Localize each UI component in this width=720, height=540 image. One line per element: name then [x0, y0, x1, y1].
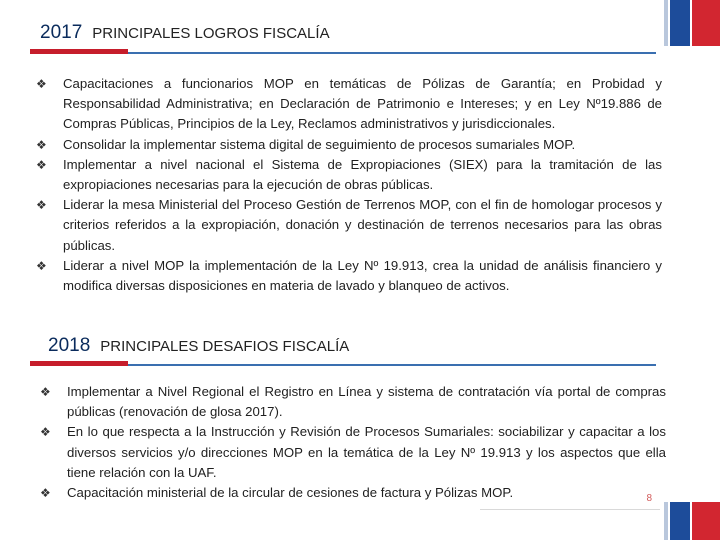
list-item-text: En lo que respecta a la Instrucción y Revisión de Procesos Sumariales: sociabilizar y capacitar a los diversos servicios y/o direcciones MOP en la temática de la Ley Nº 19.913 y los aspectos que ella tiene relación con la UAF. — [67, 424, 666, 480]
list-item — [36, 135, 662, 155]
list-item — [40, 483, 666, 503]
list-item-text: Implementar a nivel nacional el Sistema de Expropiaciones (SIEX) para la tramitación de las expropiaciones necesarias para la ejecución de obras públicas. — [63, 156, 662, 193]
list-item — [40, 382, 666, 422]
section-2018-year: 2018 — [48, 335, 91, 356]
list-item — [36, 74, 662, 135]
checkmark-bullet-icon: ❖ — [36, 137, 47, 152]
checkmark-bullet-icon: ❖ — [36, 198, 47, 213]
list-item-text: Consolidar la implementar sistema digital de seguimiento de procesos sumariales MOP. — [63, 136, 576, 152]
section-2018-list — [40, 382, 666, 503]
section-2017-list — [36, 74, 662, 296]
section-2017-rule-accent — [30, 49, 128, 54]
section-2017-heading — [40, 22, 330, 44]
list-item — [40, 422, 666, 483]
section-2018-title: PRINCIPALES DESAFIOS FISCALÍA — [100, 338, 350, 355]
list-item — [36, 155, 662, 195]
list-item — [36, 195, 662, 256]
checkmark-bullet-icon: ❖ — [40, 486, 51, 501]
flag-decoration-bottom — [664, 502, 720, 540]
flag-decoration-top — [664, 0, 720, 46]
section-2018-rule-accent — [30, 361, 128, 366]
checkmark-bullet-icon: ❖ — [36, 157, 47, 172]
list-item — [36, 256, 662, 296]
list-item-text: Implementar a Nivel Regional el Registro en Línea y sistema de contratación vía portal de compras públicas (renovación de glosa 2017). — [67, 384, 666, 420]
checkmark-bullet-icon: ❖ — [36, 258, 47, 273]
list-item-text: Capacitación ministerial de la circular de cesiones de factura y Pólizas MOP. — [67, 485, 514, 501]
checkmark-bullet-icon: ❖ — [36, 77, 47, 91]
list-item-text: Capacitaciones a funcionarios MOP en temáticas de Pólizas de Garantía; en Probidad y Responsabilidad Administrativa; en Declaración de Patrimonio e Intereses; y en Ley Nº19.886 de Compras Públicas, Principios de la Ley, Reclamos administrativos y jurisdiccionales. — [63, 76, 662, 132]
section-2017-year: 2017 — [40, 22, 83, 43]
footer-rule — [480, 509, 660, 510]
list-item-text: Liderar la mesa Ministerial del Proceso Gestión de Terrenos MOP, con el fin de homologar procesos y criterios referidos a la expropiación, donación y destinación de terrenos necesarios para las obras públicas. — [63, 197, 662, 253]
section-2018-heading — [48, 335, 349, 357]
checkmark-bullet-icon: ❖ — [40, 385, 51, 399]
section-2017-title: PRINCIPALES LOGROS FISCALÍA — [92, 25, 330, 42]
list-item-text: Liderar a nivel MOP la implementación de la Ley Nº 19.913, crea la unidad de análisis financiero y modifica diversas disposiciones en materia de lavado y blanqueo de activos. — [63, 257, 662, 294]
checkmark-bullet-icon: ❖ — [40, 425, 51, 440]
page-number: 8 — [646, 493, 652, 504]
